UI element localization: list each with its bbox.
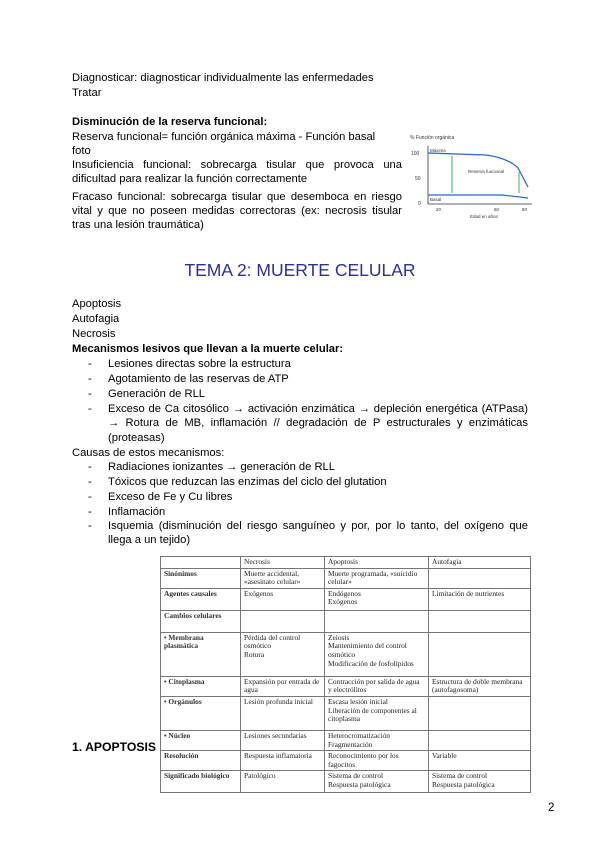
cause-item: - Radiaciones ionizantes → generación de RLL xyxy=(88,460,528,474)
table-cell: • Orgánulos xyxy=(161,696,241,730)
mechanism-text: Lesiones directas sobre la estructura xyxy=(108,358,291,370)
table-row xyxy=(161,588,531,610)
table-row xyxy=(161,696,531,730)
page-number: 2 xyxy=(548,802,555,814)
table-cell: Respuesta inflamatoria xyxy=(241,751,325,771)
table-cell: Agentes causales xyxy=(161,588,241,610)
reserve-foto: foto xyxy=(72,145,91,157)
table-cell: • Núcleo xyxy=(161,730,241,750)
reserve-formula: Reserva funcional= función orgánica máxima - Función basal xyxy=(72,131,376,143)
mechanisms-heading: Mecanismos lesivos que llevan a la muerte celular: xyxy=(72,343,344,355)
graph-xtick-80: 80 xyxy=(522,207,528,212)
table-cell: Muerte programada, «suicidio celular» xyxy=(325,568,429,588)
table-header xyxy=(161,557,241,569)
list-item: Apoptosis xyxy=(72,298,122,310)
table-cell: Expansión por entrada de agua xyxy=(241,676,325,696)
mechanism-text: Generación de RLL xyxy=(108,388,206,400)
graph-xtick-60: 60 xyxy=(494,207,500,212)
functional-reserve-graph xyxy=(408,132,538,220)
table-cell xyxy=(325,610,429,632)
intro-line-diagnosticar: Diagnosticar: diagnosticar individualmente las enfermedades xyxy=(72,72,374,84)
table-cell xyxy=(429,730,531,750)
graph-ytick-0: 0 xyxy=(418,201,421,207)
intro-line-tratar: Tratar xyxy=(72,87,102,99)
cause-item: - Exceso de Fe y Cu libres xyxy=(88,490,528,504)
mechanism-item: - Exceso de Ca citosólico → activación enzimática → depleción energética (ATPasa) → Rotura de MB, inflamación // degradación de P estructurales y enzimáticas (proteasas) xyxy=(88,403,528,444)
cause-text: Radiaciones ionizantes → generación de RLL xyxy=(108,461,336,473)
cause-item: - Inflamación xyxy=(88,505,528,519)
reserve-fracaso: Fracaso funcional: sobrecarga tisular que desemboca en riesgo vital y que no poseen medidas correctoras (ex: necrosis tisular tras una lesión traumática) xyxy=(72,191,402,232)
table-cell: Sistema de control Respuesta patológica xyxy=(325,771,429,793)
cause-item: - Tóxicos que reduzcan las enzimas del ciclo del glutation xyxy=(88,475,528,489)
table-cell xyxy=(429,568,531,588)
table-row xyxy=(161,568,531,588)
table-cell: Endógenos Exógenos xyxy=(325,588,429,610)
table-cell: • Membrana plasmática xyxy=(161,632,241,676)
table-cell xyxy=(241,610,325,632)
table-row xyxy=(161,771,531,793)
table-cell: Reconocimiento por los fagocitos xyxy=(325,751,429,771)
causes-heading: Causas de estos mecanismos: xyxy=(72,447,225,459)
table-header: Necrosis xyxy=(241,557,325,569)
mechanism-text: Exceso de Ca citosólico → activación enzimática → depleción energética (ATPasa) → Rotura de MB, inflamación // degradación de P estructurales y enzimáticas (proteasas) xyxy=(108,403,528,444)
graph-label-max: Máxima xyxy=(430,148,446,153)
graph-title: % Función orgánica xyxy=(410,135,455,141)
table-cell: Patológico xyxy=(241,771,325,793)
graph-ytick-50: 50 xyxy=(415,176,421,182)
table-row xyxy=(161,751,531,771)
table-cell: Lesiones secundarias xyxy=(241,730,325,750)
list-item: Autofagia xyxy=(72,313,120,325)
table-cell: Significado biológico xyxy=(161,771,241,793)
mechanism-item: - Agotamiento de las reservas de ATP xyxy=(88,372,528,386)
table-cell: • Citoplasma xyxy=(161,676,241,696)
table-cell: Resolución xyxy=(161,751,241,771)
table-cell: Sinónimos xyxy=(161,568,241,588)
table-cell xyxy=(429,610,531,632)
table-row xyxy=(161,632,531,676)
cause-item: - Isquemia (disminución del riesgo sanguíneo y por, por lo tanto, del oxígeno que llega a un tejido) xyxy=(88,520,528,547)
cause-text: Tóxicos que reduzcan las enzimas del ciclo del glutation xyxy=(108,476,387,488)
graph-label-basal: Basal xyxy=(430,197,442,202)
table-row xyxy=(161,610,531,632)
chapter-title: TEMA 2: MUERTE CELULAR xyxy=(184,260,416,280)
cause-text: Exceso de Fe y Cu libres xyxy=(108,491,233,503)
graph-label-reserve: Reserva funcional xyxy=(468,169,505,174)
table-cell: Exógenos xyxy=(241,588,325,610)
table-cell: Sistema de control Respuesta patológica xyxy=(429,771,531,793)
table-row xyxy=(161,730,531,750)
section-heading-apoptosis: 1. APOPTOSIS xyxy=(72,740,156,754)
cause-text: Isquemia (disminución del riesgo sanguíneo y por, por lo tanto, del oxígeno que llega a un tejido) xyxy=(108,520,528,547)
graph-xtick-20: 20 xyxy=(436,207,442,212)
list-item: Necrosis xyxy=(72,328,116,340)
table-header-row xyxy=(161,557,531,569)
table-row xyxy=(161,676,531,696)
reserve-heading: Disminución de la reserva funcional: xyxy=(72,116,268,128)
table-header: Apoptosis xyxy=(325,557,429,569)
reserve-insuficiencia: Insuficiencia funcional: sobrecarga tisular que provoca una dificultad para realizar la función correctamente xyxy=(72,159,402,186)
graph-xlabel: Edad en años xyxy=(470,214,498,219)
table-cell: Variable xyxy=(429,751,531,771)
table-cell: Escasa lesión inicial Liberación de componentes al citoplasma xyxy=(325,696,429,730)
mechanism-item: - Generación de RLL xyxy=(88,387,528,401)
mechanism-text: Agotamiento de las reservas de ATP xyxy=(108,373,289,385)
table-cell: Estructura de doble membrana (autofagosoma) xyxy=(429,676,531,696)
table-header: Autofagia xyxy=(429,557,531,569)
cell-death-comparison-table xyxy=(160,556,531,793)
table-cell xyxy=(429,632,531,676)
graph-ytick-100: 100 xyxy=(411,151,420,157)
table-cell: Zeiosis Mantenimiento del control osmótico Modificación de fosfolípidos xyxy=(325,632,429,676)
table-cell: Limitación de nutrientes xyxy=(429,588,531,610)
table-cell: Cambios celulares xyxy=(161,610,241,632)
table-cell: Pérdida del control osmótico Rotura xyxy=(241,632,325,676)
table-cell: Muerte accidental, «asesinato celular» xyxy=(241,568,325,588)
table-cell xyxy=(429,696,531,730)
table-cell: Heterocromatización Fragmentación xyxy=(325,730,429,750)
table-cell: Contracción por salida de agua y electrólitos xyxy=(325,676,429,696)
table-cell: Lesión profunda inicial xyxy=(241,696,325,730)
graph-basal-curve xyxy=(428,195,528,198)
cause-text: Inflamación xyxy=(108,506,166,518)
mechanism-item: - Lesiones directas sobre la estructura xyxy=(88,357,528,371)
